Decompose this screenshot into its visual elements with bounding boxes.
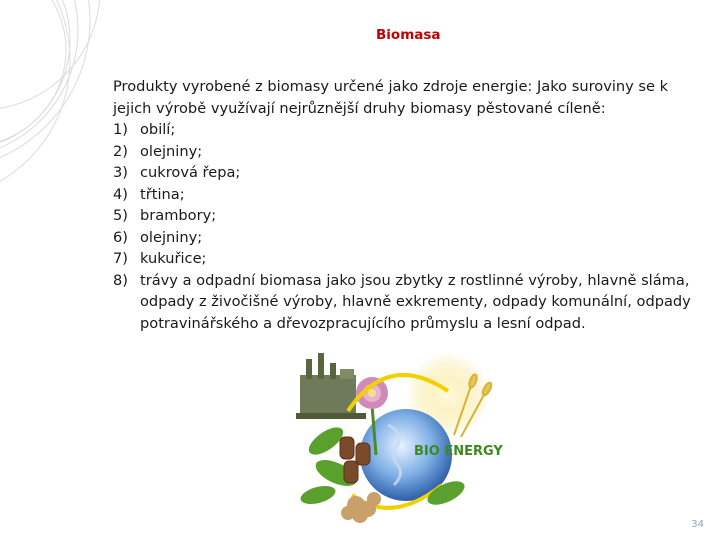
- list-item-text: brambory;: [140, 207, 217, 224]
- list-item-number: 3): [113, 164, 128, 181]
- pellets-icon: [341, 492, 381, 523]
- bio-energy-logo: BIO ENERGY: [414, 444, 503, 459]
- list-item: [113, 248, 703, 270]
- slide-title: Biomasa: [376, 27, 441, 43]
- list-item: [113, 270, 703, 335]
- list-item-number: 7): [113, 250, 128, 267]
- factory-icon: [296, 353, 366, 419]
- list-item-text: cukrová řepa;: [140, 164, 241, 181]
- bio-energy-illustration: [296, 345, 512, 525]
- list-item-text: třtina;: [140, 185, 185, 203]
- list-item-text: olejniny;: [140, 228, 203, 246]
- list-item-number: 1): [113, 121, 128, 138]
- list-item: [113, 141, 703, 163]
- list-item-number: 2): [113, 142, 128, 160]
- list-item: [113, 227, 703, 249]
- list-item-number: 5): [113, 207, 128, 224]
- list-item-text: kukuřice;: [140, 250, 207, 267]
- list-item-text: olejniny;: [140, 142, 203, 160]
- slide-body: [113, 76, 703, 334]
- list-item-number: 4): [113, 185, 128, 203]
- intro-paragraph: Produkty vyrobené z biomasy určené jako zdroje energie: Jako suroviny se k jejich výrobě využívají nejrůznější druhy biomasy pěstované cíleně:: [113, 78, 669, 117]
- list-item: [113, 119, 703, 141]
- page-number: 34: [691, 519, 704, 530]
- list-item-text: obilí;: [140, 121, 176, 138]
- list-item-text: trávy a odpadní biomasa jako jsou zbytky z rostlinné výroby, hlavně sláma, odpady z živočišné výroby, hlavně exkrementy, odpady komunální, odpady potravinářského a dřevozpracujícího průmyslu a lesní odpad.: [140, 271, 691, 332]
- biomass-list: [113, 119, 703, 334]
- list-item: [113, 162, 703, 184]
- list-item: [113, 184, 703, 206]
- list-item-number: 6): [113, 228, 128, 246]
- list-item-number: 8): [113, 271, 128, 289]
- list-item: [113, 205, 703, 227]
